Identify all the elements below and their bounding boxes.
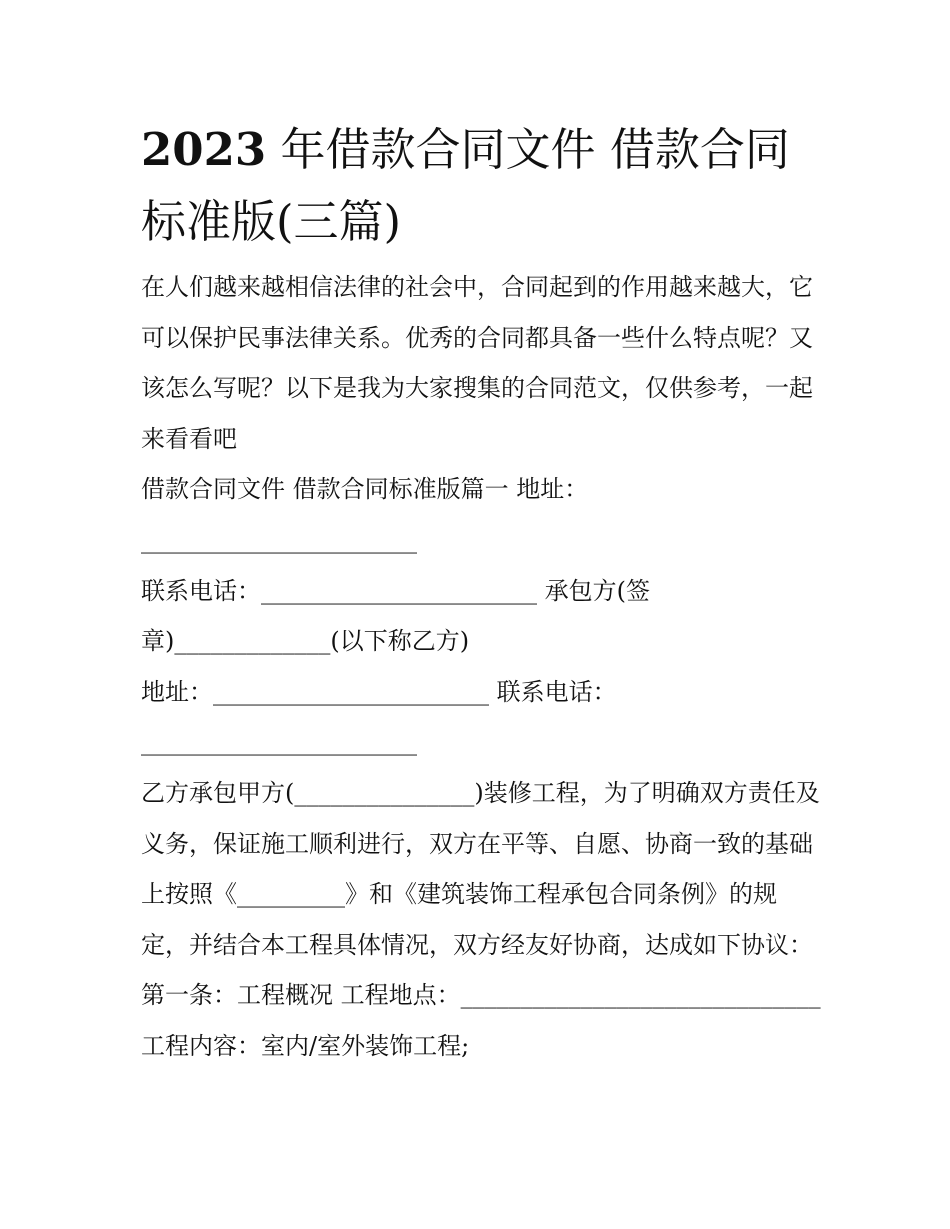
title-text: 年借款合同文件 借款合同标准版(三篇) xyxy=(141,123,790,248)
project-content-line: 工程内容：室内/室外装饰工程; xyxy=(141,1031,470,1060)
address-contact-line: 地址：_______________________ 联系电话：_______________________ xyxy=(141,677,617,757)
agreement-paragraph: 乙方承包甲方(_______________)装修工程，为了明确双方责任及义务，保证施工顺利进行，双方在平等、自愿、协商一致的基础上按照《_________》和《建筑装饰工程承包合同条例》的规定，并结合本工程具体情况，双方经友好协商，达成如下协议： xyxy=(141,778,820,959)
contract-heading-line: 借款合同文件 借款合同标准版篇一 地址：_______________________ xyxy=(141,475,589,554)
document-body xyxy=(141,114,821,1072)
document-title xyxy=(141,114,821,258)
intro-paragraph: 在人们越来越相信法律的社会中，合同起到的作用越来越大，它可以保护民事法律关系。优秀的合同都具备一些什么特点呢？又该怎么写呢？以下是我为大家搜集的合同范文，仅供参考，一起来看看吧 xyxy=(141,273,813,453)
contact-contractor-line: 联系电话：_______________________ 承包方(签章)_____________(以下称乙方) xyxy=(141,576,650,656)
article-one-line: 第一条：工程概况 工程地点：______________________________ xyxy=(141,981,821,1010)
title-year: 2023 xyxy=(141,123,267,176)
